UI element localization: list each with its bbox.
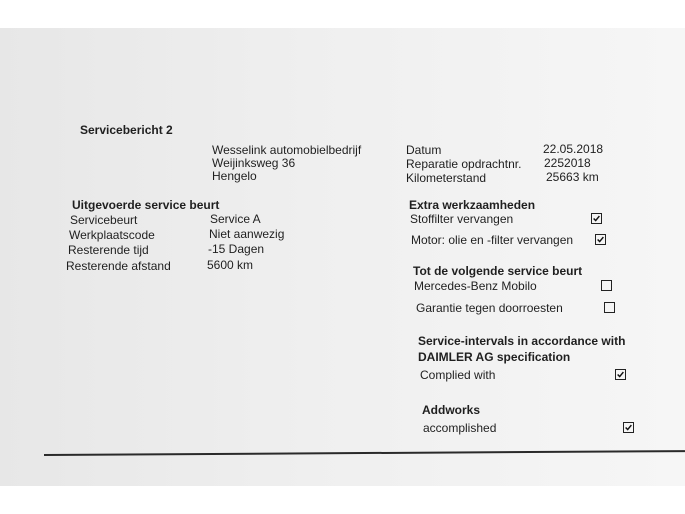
dealer-city: Hengelo xyxy=(212,169,257,183)
extra-item-label: Motor: olie en -filter vervangen xyxy=(411,233,574,247)
intervals-heading-line1: Service-intervals in accordance with xyxy=(418,334,626,348)
date-value: 22.05.2018 xyxy=(543,142,604,156)
remaining-distance-label: Resterende afstand xyxy=(66,259,171,273)
checkbox-checked-icon[interactable] xyxy=(595,234,606,245)
order-number-value: 2252018 xyxy=(544,156,591,170)
workshop-code-label: Werkplaatscode xyxy=(69,228,155,242)
extra-item-label: Stoffilter vervangen xyxy=(410,212,514,226)
intervals-item-label: Complied with xyxy=(420,368,496,382)
checkbox-unchecked-icon[interactable] xyxy=(601,280,612,291)
remaining-time-value: -15 Dagen xyxy=(208,242,265,256)
service-heading: Uitgevoerde service beurt xyxy=(72,198,220,212)
addworks-heading: Addworks xyxy=(422,403,481,417)
dealer-name: Wesselink automobielbedrijf xyxy=(212,143,362,157)
next-item-label: Mercedes-Benz Mobilo xyxy=(414,279,537,293)
mileage-label: Kilometerstand xyxy=(406,171,487,185)
extra-work-heading: Extra werkzaamheden xyxy=(409,198,536,212)
service-report-sheet xyxy=(0,28,685,486)
intervals-heading-line2: DAIMLER AG specification xyxy=(418,350,571,364)
date-label: Datum xyxy=(406,143,442,157)
service-type-label: Servicebeurt xyxy=(70,213,138,227)
checkbox-unchecked-icon[interactable] xyxy=(604,302,615,313)
mileage-value: 25663 km xyxy=(546,170,599,184)
dealer-street: Weijinksweg 36 xyxy=(212,156,296,170)
checkbox-checked-icon[interactable] xyxy=(615,369,626,380)
service-type-value: Service A xyxy=(210,212,261,226)
addworks-item-label: accomplished xyxy=(423,421,497,435)
remaining-time-label: Resterende tijd xyxy=(68,243,149,257)
order-number-label: Reparatie opdrachtnr. xyxy=(406,157,522,171)
report-title: Servicebericht 2 xyxy=(80,123,173,137)
next-service-heading: Tot de volgende service beurt xyxy=(413,264,583,278)
checkbox-checked-icon[interactable] xyxy=(623,422,634,433)
next-item-label: Garantie tegen doorroesten xyxy=(416,301,563,315)
workshop-code-value: Niet aanwezig xyxy=(209,227,285,241)
checkbox-checked-icon[interactable] xyxy=(591,213,602,224)
remaining-distance-value: 5600 km xyxy=(207,258,254,272)
